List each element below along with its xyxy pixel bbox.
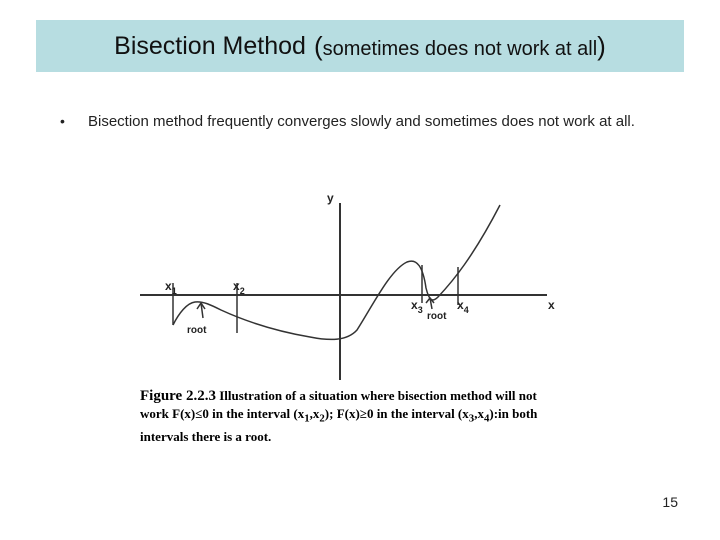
root-label-right: root (427, 311, 447, 322)
x3-label: $x_3$ (411, 298, 423, 315)
caption-line-2-part-b: ,x (309, 406, 320, 421)
caption-sub-1: 1 (304, 412, 310, 425)
caption-sub-4: 4 (483, 412, 490, 425)
x2-label: $x_2$ (233, 279, 245, 296)
caption-line-2-part-e: ):in both (489, 406, 538, 421)
caption-line-2-part-c: ); F(x)≥0 in the interval (x (324, 406, 469, 421)
caption-sub-3: 3 (468, 412, 475, 425)
caption-line-2 (140, 405, 610, 428)
subtitle-text: sometimes does not work at all (322, 37, 598, 60)
x-axis-label: x (548, 298, 555, 312)
caption-sub-2: 2 (319, 412, 325, 425)
subtitle-open-paren: ( (313, 30, 323, 61)
page-number: 15 (662, 494, 678, 510)
bullet-marker: • (60, 113, 65, 129)
caption-figure-label: Figure 2.2.3 (140, 388, 216, 404)
x4-label: $x_4$ (457, 298, 469, 315)
caption-line-3: intervals there is a root. (140, 428, 272, 444)
subtitle-close-paren: ) (597, 30, 606, 61)
x1-label: $x_1$ (165, 279, 177, 296)
caption-line-2-part-d: ,x (474, 406, 484, 421)
bullet-text: Bisection method frequently converges slowly and sometimes does not work at all. (88, 113, 635, 130)
slide-subtitle (314, 31, 606, 62)
root-label-left: root (187, 325, 207, 336)
y-axis-label: y (327, 191, 334, 205)
function-curve (173, 205, 500, 339)
bisection-figure (135, 185, 565, 385)
slide-title: Bisection Method (114, 31, 306, 60)
figure-caption (140, 387, 610, 446)
root-arrow-left (197, 303, 205, 318)
caption-line-2-part-a: work F(x)≤0 in the interval (x (140, 406, 305, 421)
caption-line-1 (140, 387, 610, 405)
caption-line-1-text: Illustration of a situation where bisection method will not (219, 388, 537, 403)
slide-title-bar (36, 20, 684, 72)
